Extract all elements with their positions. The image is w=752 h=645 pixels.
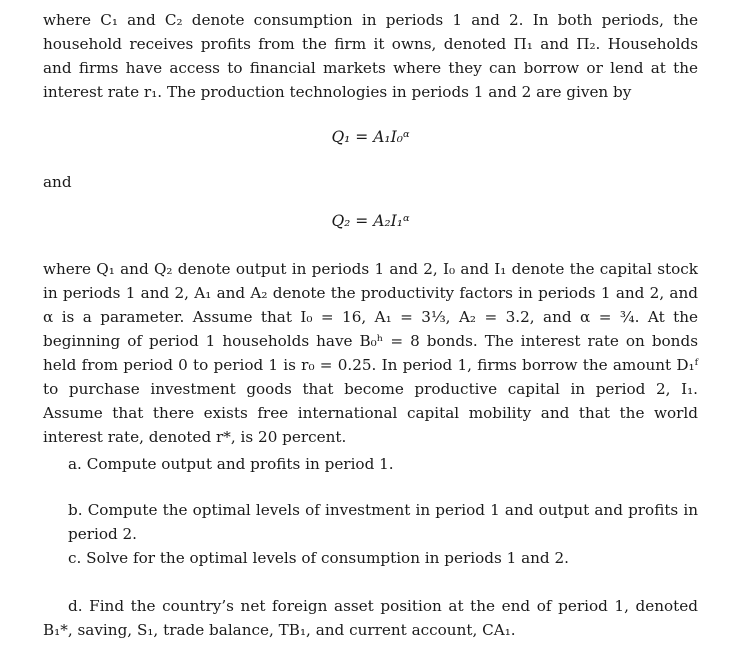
- question-d: d. Find the country’s net foreign asset position at the end of period 1, denoted B₁*, saving, S₁, trade balance, TB₁, and current account, CA₁.: [43, 597, 698, 639]
- assumptions-paragraph: where Q₁ and Q₂ denote output in periods 1 and 2, I₀ and I₁ denote the capital stock in periods 1 and 2, A₁ and A₂ denote the productivity factors in periods 1 and 2, and α is a parameter. Assume that I₀ = 16, A₁ = 3⅓, A₂ = 3.2, and α = ¾. At the beginning of period 1 households have B₀ʰ = 8 bonds. The interest rate on bonds held from period 0 to period 1 is r₀ = 0.25. In period 1, firms borrow the amount D₁ᶠ to purchase investment goods that become productive capital in period 2, I₁. Assume that there exists free international capital mobility and that the world interest rate, denoted r*, is 20 percent.: [43, 260, 698, 446]
- question-a: a. Compute output and profits in period 1.: [68, 455, 394, 473]
- intro-paragraph: where C₁ and C₂ denote consumption in periods 1 and 2. In both periods, the household receives profits from the firm it owns, denoted Π₁ and Π₂. Households and firms have access to financial markets where they can borrow or lend at the interest rate r₁. The production technologies in periods 1 and 2 are given by: [43, 11, 698, 101]
- connector-text: and: [43, 173, 72, 191]
- production-equation-2: Q₂ = A₂I₁ᵅ: [331, 212, 410, 230]
- question-c: c. Solve for the optimal levels of consumption in periods 1 and 2.: [68, 549, 569, 567]
- production-equation-1: Q₁ = A₁I₀ᵅ: [331, 128, 410, 146]
- question-b: b. Compute the optimal levels of investment in period 1 and output and profits in period 2.: [68, 501, 698, 543]
